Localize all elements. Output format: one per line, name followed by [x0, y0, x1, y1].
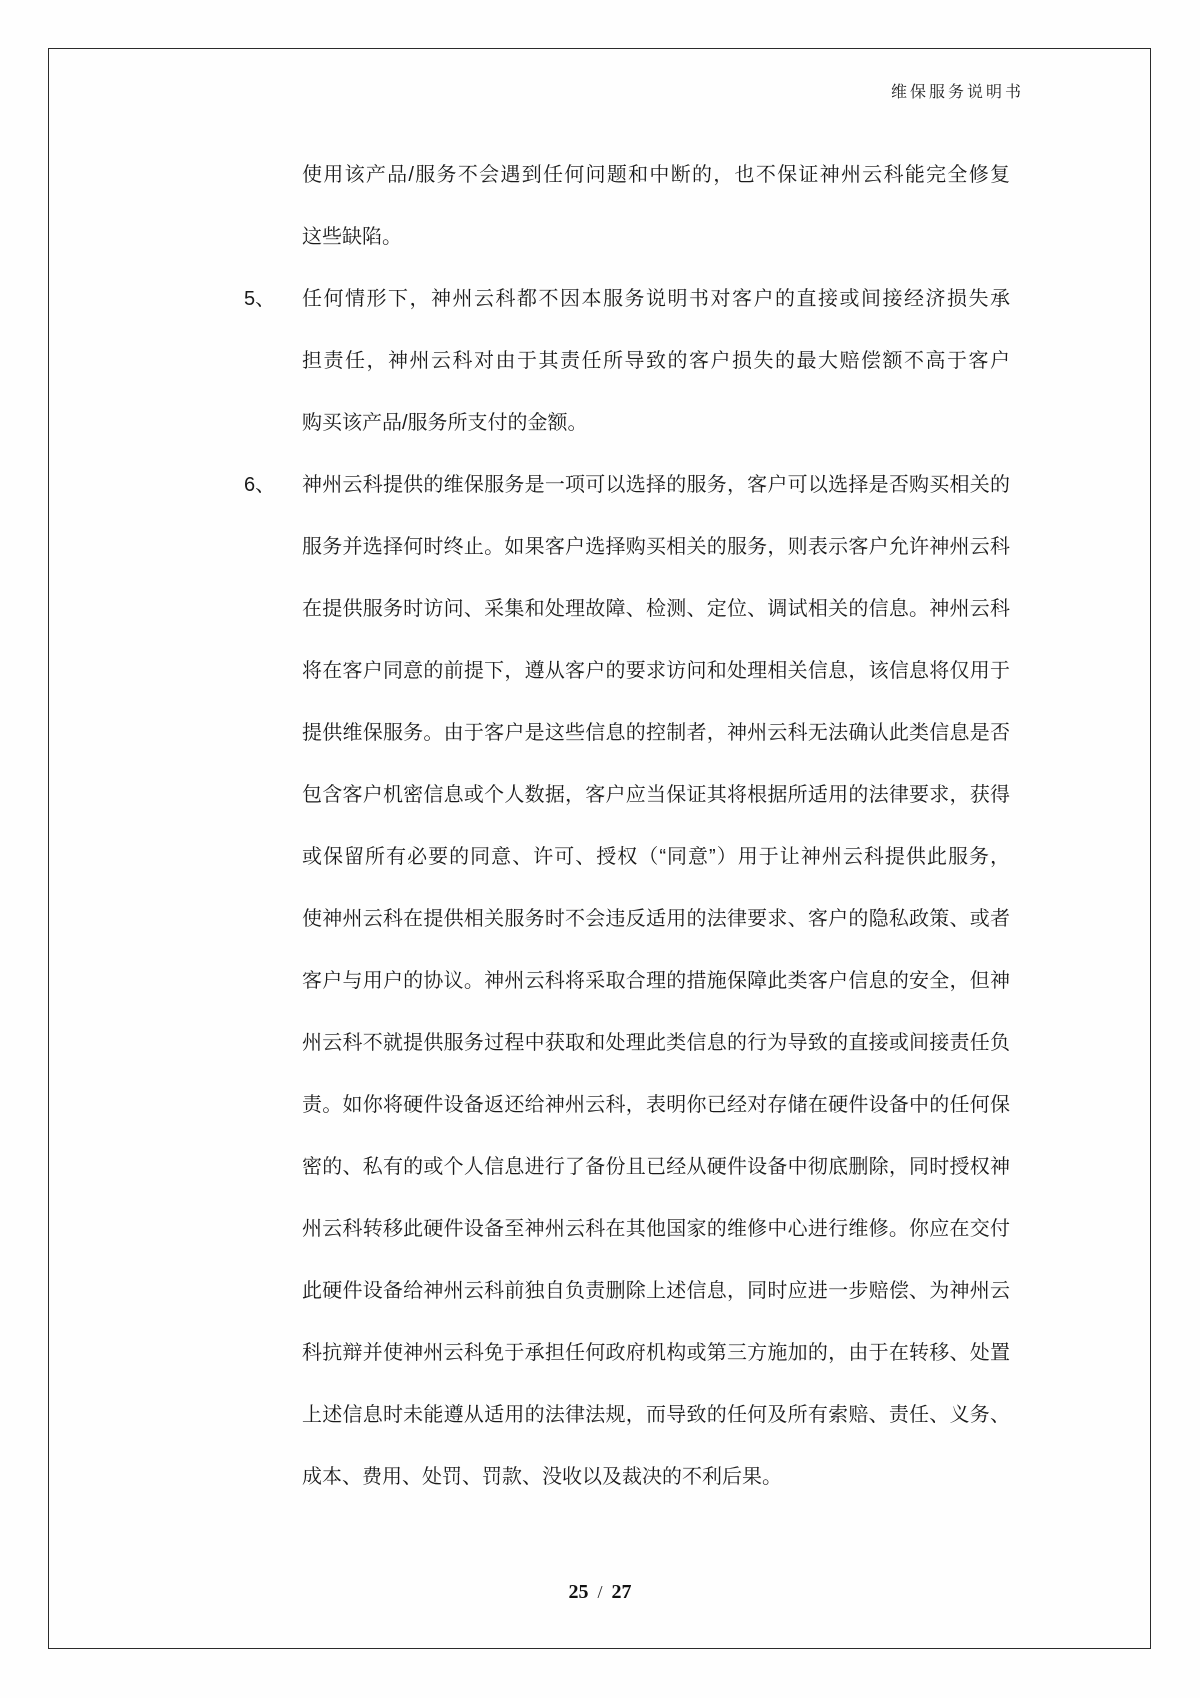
- text-line: 服务并选择何时终止。如果客户选择购买相关的服务，则表示客户允许神州云科: [302, 536, 1010, 558]
- list-item-marker: 5、: [244, 288, 276, 310]
- text-line: 州云科不就提供服务过程中获取和处理此类信息的行为导致的直接或间接责任负: [302, 1032, 1010, 1054]
- paragraph: [244, 268, 1010, 454]
- text-line: 密的、私有的或个人信息进行了备份且已经从硬件设备中彻底删除，同时授权神: [302, 1156, 1010, 1178]
- text-line: 科抗辩并使神州云科免于承担任何政府机构或第三方施加的，由于在转移、处置: [302, 1342, 1010, 1364]
- text-line: 此硬件设备给神州云科前独自负责删除上述信息，同时应进一步赔偿、为神州云: [302, 1280, 1010, 1302]
- page-number-separator: /: [597, 1582, 603, 1602]
- text-line: 将在客户同意的前提下，遵从客户的要求访问和处理相关信息，该信息将仅用于: [302, 660, 1010, 682]
- text-line: 使用该产品/服务不会遇到任何问题和中断的，也不保证神州云科能完全修复: [302, 164, 1010, 186]
- text-line: 担责任，神州云科对由于其责任所导致的客户损失的最大赔偿额不高于客户: [302, 350, 1010, 372]
- document-body: [244, 144, 1010, 1508]
- text-line: 在提供服务时访问、采集和处理故障、检测、定位、调试相关的信息。神州云科: [302, 598, 1010, 620]
- text-line: 上述信息时未能遵从适用的法律法规，而导致的任何及所有索赔、责任、义务、: [302, 1404, 1010, 1426]
- text-line: 或保留所有必要的同意、许可、授权（“同意”）用于让神州云科提供此服务，: [302, 846, 1010, 868]
- text-line: 责。如你将硬件设备返还给神州云科，表明你已经对存储在硬件设备中的任何保: [302, 1094, 1010, 1116]
- text-line: 任何情形下，神州云科都不因本服务说明书对客户的直接或间接经济损失承: [302, 288, 1010, 310]
- text-line: 包含客户机密信息或个人数据，客户应当保证其将根据所适用的法律要求，获得: [302, 784, 1010, 806]
- paragraph: [244, 454, 1010, 1508]
- text-line: 提供维保服务。由于客户是这些信息的控制者，神州云科无法确认此类信息是否: [302, 722, 1010, 744]
- text-line: 购买该产品/服务所支付的金额。: [302, 412, 588, 434]
- total-page-count: 27: [611, 1581, 632, 1603]
- page-footer: [0, 1578, 1200, 1606]
- current-page-number: 25: [568, 1581, 589, 1603]
- list-item-marker: 6、: [244, 474, 276, 496]
- text-line: 成本、费用、处罚、罚款、没收以及裁决的不利后果。: [302, 1466, 782, 1488]
- text-line: 使神州云科在提供相关服务时不会违反适用的法律要求、客户的隐私政策、或者: [302, 908, 1010, 930]
- text-line: 客户与用户的协议。神州云科将采取合理的措施保障此类客户信息的安全，但神: [302, 970, 1010, 992]
- page-header-title: 维保服务说明书: [890, 84, 1024, 101]
- text-line: 神州云科提供的维保服务是一项可以选择的服务，客户可以选择是否购买相关的: [302, 474, 1010, 496]
- text-line: 这些缺陷。: [302, 226, 402, 248]
- text-line: 州云科转移此硬件设备至神州云科在其他国家的维修中心进行维修。你应在交付: [302, 1218, 1010, 1240]
- paragraph: [302, 144, 1010, 268]
